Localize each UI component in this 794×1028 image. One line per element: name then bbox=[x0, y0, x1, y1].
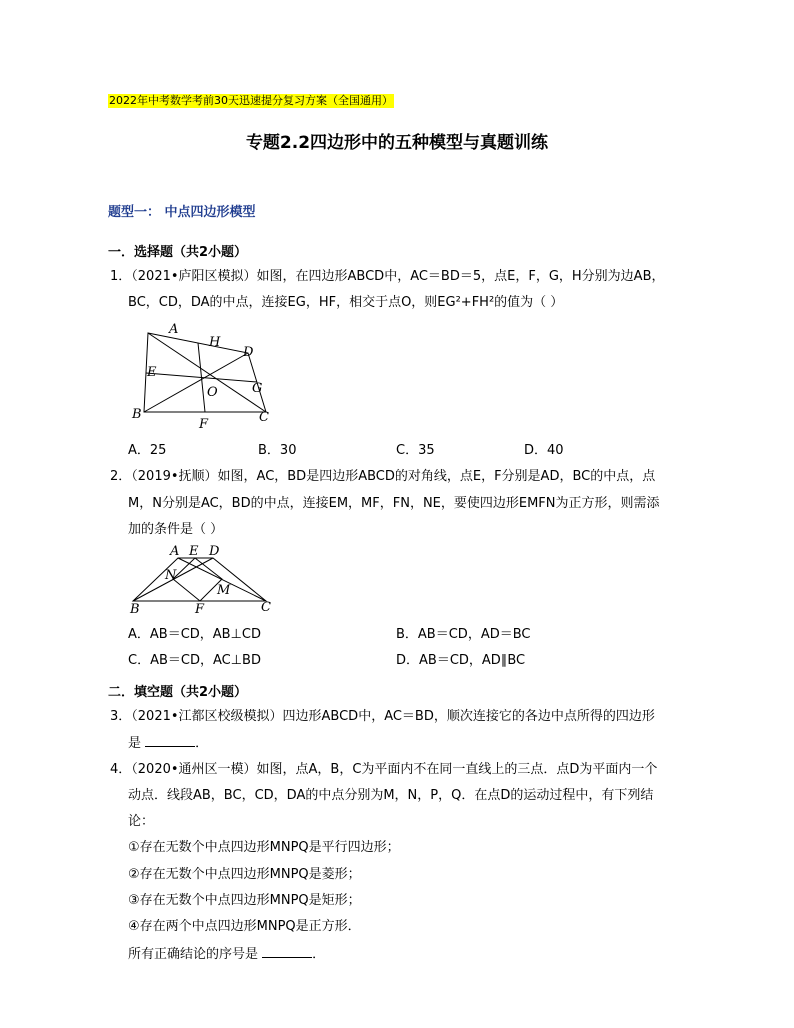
q1-label-h: H bbox=[209, 335, 221, 350]
q2-label-e: E bbox=[189, 544, 199, 559]
q1-label-b: B bbox=[132, 407, 142, 422]
q4-line2: 动点．线段AB，BC，CD，DA的中点分别为M，N，P，Q．在点D的运动过程中，有下列结 bbox=[128, 788, 654, 803]
q1-option-d: D．40 bbox=[524, 443, 564, 458]
q3-answer-blank[interactable] bbox=[145, 734, 195, 747]
q4-answer-blank[interactable] bbox=[262, 945, 312, 958]
q2-label-f: F bbox=[195, 602, 205, 616]
q1-label-d: D bbox=[243, 345, 254, 360]
q1-label-c: C bbox=[259, 410, 269, 425]
section-title: 题型一： 中点四边形模型 bbox=[108, 205, 256, 220]
q1-option-a: A．25 bbox=[128, 443, 167, 458]
q1-label-e: E bbox=[147, 365, 157, 380]
q2-label-n: N bbox=[165, 568, 177, 583]
q4-answer-prefix: 所有正确结论的序号是 bbox=[128, 947, 259, 962]
q3-line2 bbox=[128, 734, 208, 753]
q1-line1: 1．（2021•庐阳区模拟）如图，在四边形ABCD中，AC＝BD＝5，点E，F，G，H分别为边AB， bbox=[110, 269, 665, 284]
q4-item-3: ③存在无数个中点四边形MNPQ是矩形； bbox=[128, 893, 361, 908]
q4-item-1: ①存在无数个中点四边形MNPQ是平行四边形； bbox=[128, 840, 400, 855]
q3-line2-prefix: 是 bbox=[128, 736, 142, 751]
q2-label-b: B bbox=[130, 602, 140, 616]
q2-option-a: A．AB＝CD，AB⊥CD bbox=[128, 627, 262, 642]
q1-label-f: F bbox=[199, 417, 209, 432]
q4-answer-suffix: ． bbox=[312, 947, 326, 962]
q1-option-c: C．35 bbox=[396, 443, 435, 458]
part2-heading: 二．填空题（共2小题） bbox=[108, 685, 248, 700]
q2-option-c: C．AB＝CD，AC⊥BD bbox=[128, 653, 261, 668]
q2-line2: M，N分别是AC，BD的中点，连接EM，MF，FN，NE，要使四边形EMFN为正方形，则需添 bbox=[128, 496, 660, 511]
q1-label-a: A bbox=[169, 322, 179, 337]
q1-line2: BC，CD，DA的中点，连接EG，HF，相交于点O，则EG²+FH²的值为（ ） bbox=[128, 295, 564, 310]
q1-label-o: O bbox=[207, 385, 218, 400]
q2-figure bbox=[125, 541, 285, 616]
q2-line1: 2．（2019•抚顺）如图，AC，BD是四边形ABCD的对角线，点E，F分别是AD，BC的中点，点 bbox=[110, 469, 656, 484]
q2-label-d: D bbox=[209, 544, 220, 559]
q1-option-b: B．30 bbox=[258, 443, 297, 458]
q3-line1: 3．（2021•江都区校级模拟）四边形ABCD中，AC＝BD，顺次连接它的各边中点所得的四边形 bbox=[110, 709, 655, 724]
q4-answer-line bbox=[128, 945, 325, 964]
q3-line2-suffix: ． bbox=[195, 736, 209, 751]
banner: 2022年中考数学考前30天迅速提分复习方案（全国通用） bbox=[109, 94, 393, 107]
part1-heading: 一．选择题（共2小题） bbox=[108, 245, 248, 260]
q4-item-2: ②存在无数个中点四边形MNPQ是菱形； bbox=[128, 867, 361, 882]
q1-figure bbox=[125, 318, 285, 433]
q2-label-c: C bbox=[261, 600, 271, 615]
q2-option-b: B．AB＝CD，AD＝BC bbox=[396, 627, 531, 642]
q1-label-g: G bbox=[252, 381, 263, 396]
q2-label-m: M bbox=[217, 583, 231, 598]
q2-option-d: D．AB＝CD，AD∥BC bbox=[396, 653, 526, 668]
q2-line3: 加的条件是（ ） bbox=[128, 522, 224, 537]
q2-label-a: A bbox=[170, 544, 180, 559]
q4-line3: 论： bbox=[128, 814, 155, 829]
q4-item-4: ④存在两个中点四边形MNPQ是正方形． bbox=[128, 919, 361, 934]
page-title: 专题2.2四边形中的五种模型与真题训练 bbox=[245, 133, 549, 153]
q4-line1: 4．（2020•通州区一模）如图，点A，B，C为平面内不在同一直线上的三点．点D为平面内一个 bbox=[110, 762, 658, 777]
